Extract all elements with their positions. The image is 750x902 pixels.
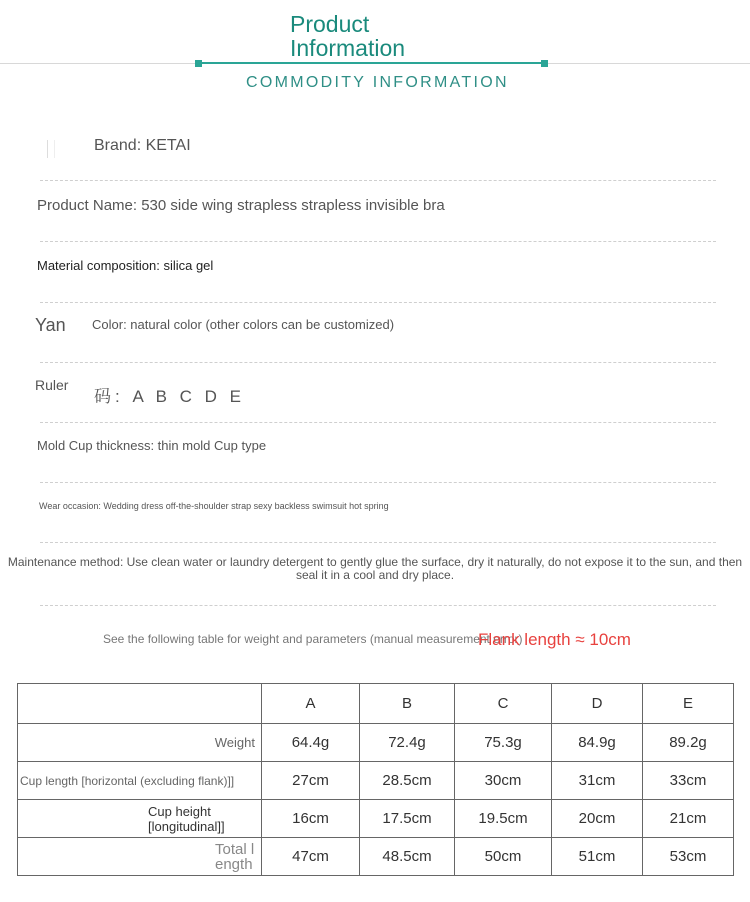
row-divider bbox=[40, 362, 716, 363]
row-divider bbox=[40, 542, 716, 543]
title-underline bbox=[198, 62, 544, 64]
column-header: A bbox=[262, 684, 360, 724]
material-text: Material composition: silica gel bbox=[37, 258, 214, 273]
table-cell: 84.9g bbox=[552, 724, 643, 762]
brand-text: Brand: KETAI bbox=[94, 137, 191, 154]
size-text: 码: A B C D E bbox=[94, 387, 245, 406]
row-divider bbox=[40, 241, 716, 242]
row-divider bbox=[40, 180, 716, 181]
size-prefix: Ruler bbox=[35, 377, 69, 393]
column-header: E bbox=[643, 684, 734, 724]
table-cell: 21cm bbox=[643, 800, 734, 838]
row-label: Weight bbox=[214, 735, 255, 750]
row-label-cell bbox=[18, 762, 262, 800]
table-cell: 75.3g bbox=[455, 724, 552, 762]
table-cell: 27cm bbox=[262, 762, 360, 800]
parameter-table bbox=[17, 683, 734, 876]
row-divider bbox=[40, 605, 716, 606]
color-prefix: Yan bbox=[35, 315, 66, 335]
table-cell: 53cm bbox=[643, 838, 734, 876]
product-name-text: Product Name: 530 side wing strapless strapless invisible bra bbox=[37, 197, 445, 214]
row-divider bbox=[40, 302, 716, 303]
table-cell: 19.5cm bbox=[455, 800, 552, 838]
page-title: Product Information bbox=[290, 11, 406, 61]
page-subtitle: COMMODITY INFORMATION bbox=[246, 74, 509, 91]
table-cell: 89.2g bbox=[643, 724, 734, 762]
column-header: D bbox=[552, 684, 643, 724]
table-cell: 20cm bbox=[552, 800, 643, 838]
table-header-row bbox=[18, 684, 734, 724]
mold-text: Mold Cup thickness: thin mold Cup type bbox=[37, 438, 267, 453]
table-cell: 50cm bbox=[455, 838, 552, 876]
table-cell: 72.4g bbox=[360, 724, 455, 762]
row-label: Cup length [horizontal (excluding flank)]] bbox=[20, 773, 235, 788]
flank-note: Flank length ≈ 10cm bbox=[478, 630, 631, 649]
table-cell: 30cm bbox=[455, 762, 552, 800]
table-cell: 33cm bbox=[643, 762, 734, 800]
table-note: See the following table for weight and parameters (manual measurement error) bbox=[103, 632, 523, 646]
table-cell: 51cm bbox=[552, 838, 643, 876]
row-label: Cup height [longitudinal]] bbox=[148, 803, 225, 834]
table-row bbox=[18, 838, 734, 876]
occasion-text: Wear occasion: Wedding dress off-the-shoulder strap sexy backless swimsuit hot spring bbox=[39, 501, 389, 511]
table-corner-cell bbox=[18, 684, 262, 724]
table-cell: 28.5cm bbox=[360, 762, 455, 800]
row-divider bbox=[40, 482, 716, 483]
brand-logo-icon bbox=[47, 140, 55, 158]
underline-left-dot bbox=[195, 60, 202, 67]
column-header: C bbox=[455, 684, 552, 724]
table-cell: 17.5cm bbox=[360, 800, 455, 838]
underline-right-dot bbox=[541, 60, 548, 67]
color-text: Color: natural color (other colors can be customized) bbox=[92, 317, 395, 332]
table-cell: 31cm bbox=[552, 762, 643, 800]
table-row bbox=[18, 724, 734, 762]
row-label-cell bbox=[18, 800, 262, 838]
row-label: Total length bbox=[215, 840, 255, 873]
maintenance-text: Maintenance method: Use clean water or laundry detergent to gently glue the surface, dry it naturally, do not expose it to the sun, and then seal it in a cool and dry place. bbox=[7, 555, 743, 582]
table-cell: 47cm bbox=[262, 838, 360, 876]
table-cell: 16cm bbox=[262, 800, 360, 838]
table-row bbox=[18, 762, 734, 800]
row-divider bbox=[40, 422, 716, 423]
table-cell: 48.5cm bbox=[360, 838, 455, 876]
table-cell: 64.4g bbox=[262, 724, 360, 762]
table-row bbox=[18, 800, 734, 838]
row-label-cell bbox=[18, 838, 262, 876]
column-header: B bbox=[360, 684, 455, 724]
row-label-cell bbox=[18, 724, 262, 762]
